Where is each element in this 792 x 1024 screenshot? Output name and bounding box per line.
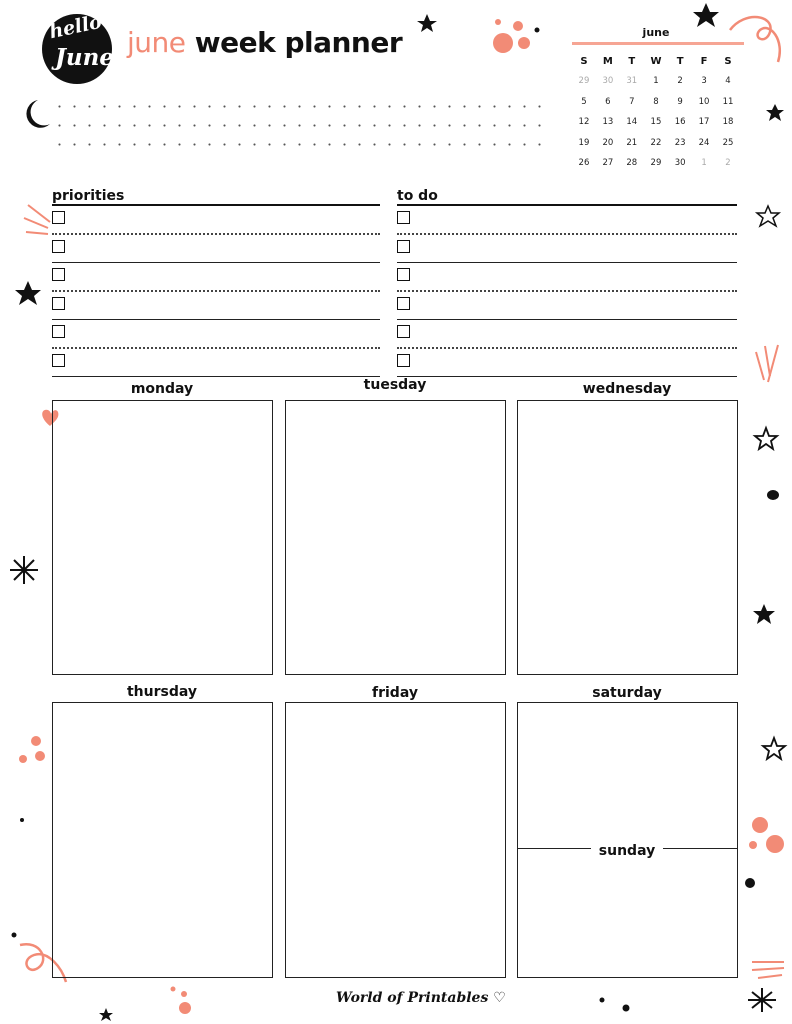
calendar-day: 11 bbox=[722, 96, 734, 107]
outline-star-icon bbox=[757, 206, 779, 226]
calendar-day: 28 bbox=[626, 158, 638, 169]
calendar-day: 8 bbox=[653, 96, 659, 107]
wednesday-box[interactable] bbox=[517, 400, 738, 675]
priority-row[interactable] bbox=[52, 206, 380, 235]
todo-row[interactable] bbox=[397, 263, 737, 292]
sunday-label: sunday bbox=[591, 843, 663, 859]
calendar-day: 23 bbox=[674, 137, 686, 148]
sparkle-lines-icon bbox=[24, 205, 50, 234]
dot-icon bbox=[767, 490, 779, 500]
calendar-day: 20 bbox=[602, 137, 614, 148]
calendar-day: 26 bbox=[578, 158, 590, 169]
calendar-day: 16 bbox=[674, 117, 686, 128]
todo-row[interactable] bbox=[397, 349, 737, 377]
dot-icon bbox=[35, 751, 45, 761]
calendar-week bbox=[572, 133, 740, 154]
dot-icon bbox=[752, 817, 768, 833]
calendar-day: 12 bbox=[578, 117, 590, 128]
dot-icon bbox=[766, 835, 784, 853]
priority-row[interactable] bbox=[52, 320, 380, 349]
calendar-day: 25 bbox=[722, 137, 734, 148]
dot-grid-notes[interactable] bbox=[52, 97, 552, 157]
calendar-day: 14 bbox=[626, 117, 638, 128]
calendar-day: 18 bbox=[722, 117, 734, 128]
dot-icon bbox=[181, 991, 187, 997]
calendar-day: 30 bbox=[674, 158, 686, 169]
calendar-day: 1 bbox=[701, 158, 707, 169]
priority-row[interactable] bbox=[52, 292, 380, 320]
dot-icon bbox=[179, 1002, 191, 1014]
star-icon bbox=[693, 3, 719, 27]
moon-icon bbox=[26, 100, 50, 128]
priority-row[interactable] bbox=[52, 235, 380, 263]
calendar-day: 10 bbox=[698, 96, 710, 107]
dot-icon bbox=[600, 998, 605, 1003]
star-icon bbox=[15, 281, 41, 305]
star-icon bbox=[99, 1008, 113, 1021]
calendar-day: 6 bbox=[605, 96, 611, 107]
todo-checkbox[interactable] bbox=[397, 354, 410, 367]
priority-row[interactable] bbox=[52, 349, 380, 377]
todo-checkbox[interactable] bbox=[397, 268, 410, 281]
outline-star-icon bbox=[763, 738, 785, 759]
weekday-header: W bbox=[650, 55, 662, 67]
calendar-day: 29 bbox=[650, 158, 662, 169]
calendar-day: 3 bbox=[701, 76, 707, 87]
mini-calendar-bar bbox=[572, 42, 744, 45]
calendar-day: 2 bbox=[677, 76, 683, 87]
calendar-week bbox=[572, 112, 740, 133]
calendar-day: 5 bbox=[581, 96, 587, 107]
calendar-day: 24 bbox=[698, 137, 710, 148]
weekday-header: M bbox=[602, 55, 613, 67]
dot-icon bbox=[20, 818, 24, 822]
weekday-header: T bbox=[628, 55, 636, 67]
priority-checkbox[interactable] bbox=[52, 211, 65, 224]
calendar-day: 2 bbox=[725, 158, 731, 169]
mini-calendar bbox=[572, 26, 740, 174]
calendar-day: 19 bbox=[578, 137, 590, 148]
todo-row[interactable] bbox=[397, 235, 737, 263]
calendar-day: 27 bbox=[602, 158, 614, 169]
page-title bbox=[127, 26, 402, 59]
heart-outline-icon: ♡ bbox=[493, 990, 506, 1006]
friday-label: friday bbox=[372, 685, 418, 701]
priority-row[interactable] bbox=[52, 263, 380, 292]
todo-checkbox[interactable] bbox=[397, 325, 410, 338]
dot-icon bbox=[518, 37, 530, 49]
priority-checkbox[interactable] bbox=[52, 297, 65, 310]
logo-line1: hello bbox=[47, 10, 104, 44]
sparkle-lines-icon bbox=[752, 962, 784, 978]
star-icon bbox=[417, 14, 437, 32]
calendar-day: 17 bbox=[698, 117, 710, 128]
dot-icon bbox=[12, 933, 17, 938]
calendar-week bbox=[572, 92, 740, 113]
dot-icon bbox=[623, 1005, 630, 1012]
sparkle-lines-icon bbox=[756, 345, 778, 382]
calendar-day: 30 bbox=[602, 76, 614, 87]
priorities-section bbox=[52, 188, 380, 377]
sunday-label-wrap bbox=[517, 840, 737, 859]
dot-icon bbox=[535, 28, 540, 33]
calendar-week bbox=[572, 71, 740, 92]
footer-brand bbox=[336, 990, 506, 1006]
calendar-day: 7 bbox=[629, 96, 635, 107]
calendar-day: 15 bbox=[650, 117, 662, 128]
todo-checkbox[interactable] bbox=[397, 211, 410, 224]
footer-brand-text: World of Printables bbox=[336, 990, 489, 1006]
dot-icon bbox=[19, 755, 27, 763]
dot-icon bbox=[31, 736, 41, 746]
priority-checkbox[interactable] bbox=[52, 354, 65, 367]
todo-row[interactable] bbox=[397, 206, 737, 235]
title-accent: june bbox=[127, 26, 186, 59]
tuesday-label: tuesday bbox=[363, 377, 427, 393]
mini-calendar-grid bbox=[572, 51, 740, 174]
dot-icon bbox=[513, 21, 523, 31]
calendar-day: 22 bbox=[650, 137, 662, 148]
starburst-icon bbox=[10, 556, 38, 584]
weekday-header: T bbox=[676, 55, 684, 67]
calendar-day: 21 bbox=[626, 137, 638, 148]
calendar-day: 1 bbox=[653, 76, 659, 87]
starburst-icon bbox=[748, 988, 776, 1012]
calendar-day: 9 bbox=[677, 96, 683, 107]
thursday-label: thursday bbox=[126, 684, 198, 700]
thursday-box[interactable] bbox=[52, 702, 273, 978]
todo-checkbox[interactable] bbox=[397, 240, 410, 253]
wednesday-label: wednesday bbox=[582, 381, 672, 397]
priority-checkbox[interactable] bbox=[52, 268, 65, 281]
star-icon bbox=[766, 104, 784, 121]
todo-title: to do bbox=[397, 188, 438, 204]
outline-star-icon bbox=[755, 428, 777, 449]
priorities-title: priorities bbox=[52, 188, 125, 204]
mini-calendar-month: june bbox=[642, 26, 670, 39]
dot-icon bbox=[749, 841, 757, 849]
monday-box[interactable] bbox=[52, 400, 273, 675]
weekday-header: S bbox=[580, 55, 588, 67]
calendar-day: 29 bbox=[578, 76, 590, 87]
tuesday-box[interactable] bbox=[285, 400, 506, 675]
logo-line2: June bbox=[55, 44, 114, 71]
calendar-day: 13 bbox=[602, 117, 614, 128]
monday-label: monday bbox=[130, 381, 194, 397]
dot-icon bbox=[745, 878, 755, 888]
saturday-label: saturday bbox=[592, 685, 662, 701]
todo-section bbox=[397, 188, 737, 377]
todo-row[interactable] bbox=[397, 320, 737, 349]
dot-icon bbox=[495, 19, 501, 25]
weekday-header: S bbox=[724, 55, 732, 67]
calendar-day: 31 bbox=[626, 76, 638, 87]
calendar-day: 4 bbox=[725, 76, 731, 87]
calendar-week bbox=[572, 153, 740, 174]
priority-checkbox[interactable] bbox=[52, 325, 65, 338]
todo-checkbox[interactable] bbox=[397, 297, 410, 310]
title-main: week planner bbox=[194, 26, 403, 59]
dot-icon bbox=[493, 33, 513, 53]
dot-icon bbox=[171, 987, 176, 992]
friday-box[interactable] bbox=[285, 702, 506, 978]
todo-row[interactable] bbox=[397, 292, 737, 320]
weekday-header: F bbox=[700, 55, 708, 67]
priority-checkbox[interactable] bbox=[52, 240, 65, 253]
star-icon bbox=[753, 604, 775, 624]
